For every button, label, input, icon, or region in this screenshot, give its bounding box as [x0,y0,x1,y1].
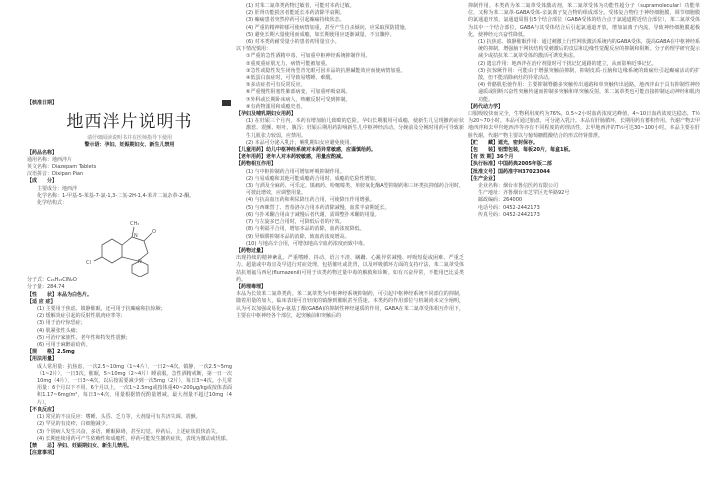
paragraph: 汉语拼音：Dixipan Pian [27,171,84,178]
paragraph: 抑制作用。本类药为苯二氮䓬受体激动剂，苯二氮䓬受体为功能性超分子（supramolecular）功能单位，又称为苯二氮䓬-GABA受体-亲氯离子复合物的组成部分。受体复合物位于神经细胞膜，调节细胞膜的氯通道开放，氯通道周围有5个结合部位（GABA受体的结合点于氯通道附近结合部位），苯二氮䓬受体为其中一个结合部位，GABA与其受体结合后引起氯通道开放，增加氯离子内流，导致神经细胞膜超极化，使神经元兴奋性降低。 [468,3,700,38]
page-title: 地西泮片说明书 [66,112,193,133]
paragraph: (4) 与抗高血压药和利尿降压药合用，可使降压作用增强。 [246,197,375,204]
paragraph: 本品为长效苯二氮䓬类药。苯二氮䓬类为中枢神经系统抑制药，可引起中枢神经系统不同部位的抑制，随着用量的加大，临床表现可自轻度的镇静到催眠甚至昏迷。本类药的作用部位与机制尚未完全阐明，认为可以加强或易化γ-氨基丁酸(GABA)的抑制性神经递质的作用，GABA在苯二氮䓬受体相互作用下，主要在中枢神经各个部位，起突触前和突触后的 [236,291,464,319]
section-heading: 【生产企业】 [468,175,499,182]
paragraph: (5) 避免长期大量使用而成瘾，如长期使用应逐渐减量，不宜骤停。 [246,31,395,38]
paragraph: (1) 在妊娠三个月内，本药有增加胎儿致畸的危险。孕妇长期服用可成瘾，使新生儿呈现撤药症状激惹、震颤、呕吐、腹泻；妊娠后期用药影响新生儿中枢神经活动。分娩前及分娩时用药可导致新生儿肌张力较弱，应禁用。 [246,118,464,139]
paragraph: (4) 骨骼肌松弛作用：主要抑制脊髓多突触传出通路和单突触传出通路。地西泮由于具有抑制性神经递质或阻断兴奋性突触传递而抑制多突触和单突触反射。苯二氮䓬类也可能直接抑制运动神经和肌肉功能。 [478,82,700,103]
paragraph: (6) 与扑米酮合用由于减慢后者代谢，需调整扑米酮的用量。 [246,211,380,218]
paragraph: 口服吸收快而完全，生物利用度约为76%，0.5~2小时血药浓度达峰值，4~10日血药浓度达稳态，T½为20~70小时。本品可通过胎盘，可分泌入乳汁。本品有肝肠循环，长期用药有蓄积作用。代谢产物去甲地西泮和去甲羟地西泮等亦有不同程度的药理活性，去甲地西泮的T½可达30~100小时。本品主要在肝脏代谢，代谢产物主要以与葡萄糖醛酸结合的形式经肾排泄。 [468,111,700,139]
paragraph: 化学结构式： [37,200,68,207]
section-heading: 【规 格】2.5mg [27,349,75,356]
paragraph: (6) 可用于麻醉前给药。 [37,342,91,349]
paragraph: (5) 可治疗家族性、老年性和特发性震颤； [37,334,131,341]
paragraph: (1) 主要用于焦虑、镇静催眠，还可用于抗癫痫和抗惊厥； [37,306,166,313]
section-heading: 【药物过量】 [236,247,267,254]
paragraph: 出现持续的精神紊乱、严重嗜睡、抖动、语言不清、蹒跚、心跳异常减慢、呼吸短促或困难、严重乏力。超量或中毒宜及早进行对症处理，包括催吐或洗胃，以及呼吸循环方面的支持疗法，苯二氮䓬受体拮抗剂氟马西尼(flumazenil)可用于该类药物过量中毒的解救和诊断。如有兴奋异常，不能用巴比妥类药。 [236,255,464,283]
paragraph: 电话号码：0452-2442173 [478,204,540,211]
section-heading: 【药物相互作用】 [236,161,277,168]
paragraph: (4) 肌紧张性头痛； [37,327,81,334]
section-list-b [27,277,232,457]
paragraph: (2) 遗忘作用：地西泮在治疗剂量时可干扰记忆通路的建立，从而影响近事记忆。 [478,60,657,67]
section-heading: 【药理毒理】 [236,283,267,290]
paragraph: (2) 与易成瘾和其他可能成瘾药合用时，成瘾的危险性增加。 [246,175,380,182]
section-heading: 【注意事项】 [27,450,58,457]
section-heading: 【包 装】铝塑包装，每板20片，每盒1板。 [468,147,574,154]
section-heading: 【性 状】本品为白色片。 [27,291,93,298]
paragraph: (5) 与西咪替丁、普萘洛尔合用本药清除减慢，血浆半衰期延长。 [246,204,390,211]
column-left [27,100,232,457]
section-heading: 【贮 藏】遮光，密封保存。 [468,139,539,146]
svg-text:N: N [138,259,142,266]
paragraph: 主要成分：地西泮 [37,185,78,192]
paragraph: ⑧有药物滥用和成瘾史者。 [246,103,306,110]
paragraph: (1) 对苯二氮䓬类药物过敏者，可能对本药过敏。 [246,3,355,9]
svg-text:O: O [152,229,156,236]
paragraph: 通用名称：地西泮片 [27,156,73,163]
paragraph: (1) 与中枢抑制药合用可增加呼吸抑制作用。 [246,168,345,175]
svg-text:N: N [134,233,138,240]
section-heading: 【不良反应】 [27,406,58,413]
chemical-structure [82,207,232,277]
svg-text:CH₃: CH₃ [130,221,140,228]
paragraph: (1) 抗焦虑、镇静催眠作用：通过刺激上行性网状激活系统内的GABA受体，提高GABA在中枢神经系统的抑制，增强脑干网状结构受刺激后的皮层和边缘性觉醒反应的抑制和阻断。分子药理学研究提示减少或拮抗苯二氮䓬受体的激活可诱发焦虑。 [478,39,700,60]
paragraph: (2) 肝肾功能损害者能延长本药清除半衰期。 [246,10,345,17]
paragraph: (3) 抗惊厥作用：可能由于增强突触前抑制，抑制皮质-丘脑和边缘系统的致痫灶引起癫痫活动的扩散，但不能消除病灶的异常活动。 [478,67,700,82]
paragraph: ⑦外科或长期卧床病人，咳嗽反射可受到抑制。 [246,96,351,103]
paragraph: (2) 罕见的有皮疹，白细胞减少。 [37,421,111,428]
paragraph: ②重度重症肌无力，病情可能被加重。 [246,60,331,67]
paragraph: 生产地址：齐鲁烟台市芝罘区光华路92号 [478,190,570,197]
paragraph: (3) 癫痫患者突然停药可引起癫痫持续状态。 [246,17,345,24]
paragraph: ④低蛋白血症时，可导致易嗜睡、难醒。 [246,75,336,82]
approval-date: 【核准日期】 [27,100,58,106]
paragraph: (3) 个别病人发生兴奋，多语，睡眠障碍，甚至幻觉。停药后，上述症状很快消失。 [37,428,221,435]
paragraph: ⑤多动症者可有反常反应。 [246,82,306,89]
paragraph: 英文名称：Diazepam Tablets [27,164,97,171]
section-list-a [27,150,232,208]
paragraph: 成人常用量：抗焦虑，一次2.5~10mg（1~4片），一日2~4次。镇静，一次2.5~5mg（1~2片），一日3次。催眠，5~10mg（2~4片）睡前服。急性酒精戒断，第一日一次10mg（4片），一日3~4次，以后按需要减少到一次5mg（2片），每日3~4次。小儿常用量：6个月以下不用，6个月以上，一次1~2.5mg或按体重40~200μg/kg或按体表面积1.17~6mg/m²，每日3~4次，用量根据情况酌量增减。最大剂量不超过10mg（4片）。 [37,363,232,406]
paragraph: (4) 严重的精神抑郁可使病情加重，甚至产生自杀倾向，应采取预防措施。 [246,24,410,31]
paragraph: 分子量：284.74 [27,284,65,291]
section-heading: 【老年用药】老年人对本药较敏感，用量应酌减。 [236,154,347,161]
section-heading: 【药品名称】 [27,149,58,156]
section-heading: 【适 应 症】 [27,298,56,305]
paragraph: (2) 本品可分泌入乳汁，哺乳期妇女应避免使用。 [246,139,355,146]
paragraph: 化学名称：1-甲基-5-苯基-7-氯-1,3-二氢-2H-1,4-苯并二氮杂䓬-2-酮。 [37,192,195,199]
paragraph: 以下情况慎用： [236,46,272,53]
paragraph: ③急性或隐性发生闭角型青光眼可因本品的抗胆碱能效应而使病情加重。 [246,67,406,74]
section-heading: 【儿童用药】幼儿中枢神经系统对本药异常敏感，应谨慎给药。 [236,147,377,154]
paragraph: (10) 与地高辛合用，可增加地高辛血药浓度而致中毒。 [246,240,368,247]
paragraph: (6) 对本类药耐受量小的患者初用量宜小。 [246,39,340,46]
section-heading: 【用法用量】 [27,356,58,363]
paragraph: (1) 常见的不良反应：嗜睡、头昏、乏力等，大剂量可有共济失调、震颤。 [37,414,201,421]
paragraph: (2) 缓解炎症引起的反射性肌肉痉挛等； [37,313,126,320]
paragraph: 邮政编码：264000 [478,197,523,204]
subtitle: 请仔细阅读说明书并在医师指导下使用 [86,135,172,142]
paragraph: (3) 与酒及全麻药、可乐定、镇痛药、吩噻嗪类、单胺氧化酶A型抑制药和三环类抗抑郁药合用时，可彼此增效，应调整用量。 [246,183,464,197]
section-heading: 【批准文号】国药准字H37023044 [468,168,551,175]
section-heading: 【孕妇及哺乳期妇女用药】 [236,111,297,118]
paragraph: (4) 长期连续用药可产生依赖性和成瘾性，停药可能发生撤药症状，表现为激动或忧郁。 [37,435,231,442]
svg-text:Cl: Cl [86,260,91,267]
paragraph: (8) 与利福平合用，增加本品的消除，血药浓度降低。 [246,226,365,233]
column-right [468,3,700,219]
section-heading: 【成 分】 [27,178,58,185]
section-heading: 【禁 忌】孕妇、妊娠期妇女、新生儿禁用。 [27,442,133,449]
warning-text: 警示语：孕妇、妊娠期妇女、新生儿禁用 [84,142,175,149]
paragraph: (9) 异烟肼抑制本品的消除，致血药浓度增高。 [246,233,350,240]
paragraph: ①严重的急性酒精中毒，可加重中枢神经系统抑制作用。 [246,53,371,60]
structure-diagram-icon [82,207,192,277]
paragraph: 分子式：C₁₆H₁₃ClN₂O [27,277,77,284]
paragraph: ⑥严重慢性阻塞性肺部病变，可加重呼吸衰竭。 [246,89,351,96]
paragraph: 传真号码：0452-2442173 [478,211,540,218]
paragraph: 企业名称：烟台市鲁信医药有限公司 [478,183,559,190]
section-heading: 【执行标准】中国药典2005年版二部 [468,161,552,168]
section-heading: 【药代动力学】 [468,103,504,110]
section-heading: 【有 效 期】36个月 [468,154,514,161]
column-middle [236,3,464,320]
paragraph: (7) 与左旋多巴合用时，可降低后者的疗效。 [246,219,345,226]
paragraph: (3) 用于治疗惊恐症； [37,320,86,327]
